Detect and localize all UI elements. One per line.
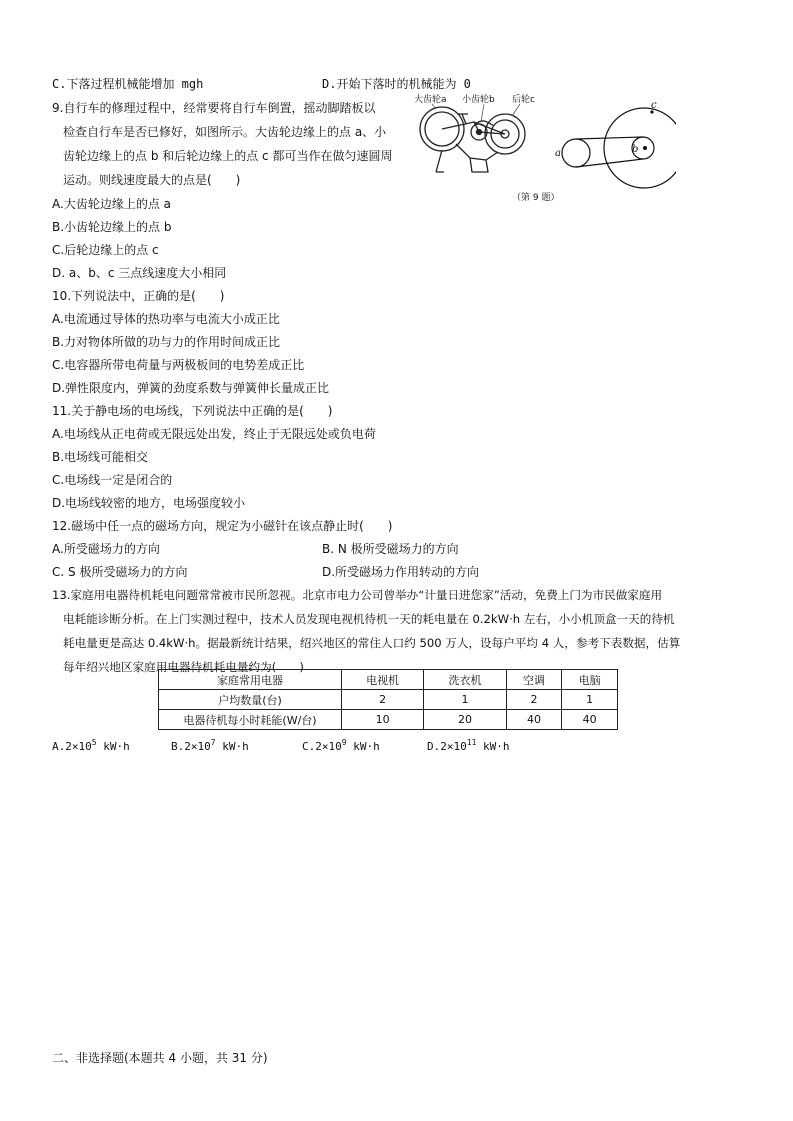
q9-option-b: B.小齿轮边缘上的点 b (52, 220, 172, 234)
q13-option-d-unit: kW·h (476, 740, 510, 753)
q8-option-c: C.下落过程机械能增加 mgh (52, 77, 204, 91)
table-cell: 40 (562, 710, 618, 730)
q13-option-d (427, 739, 510, 755)
point-a-label: a (555, 148, 561, 159)
q10-option-b: B.力对物体所做的功与力的作用时间成正比 (52, 335, 281, 349)
q13-stem-line2: 电耗能诊断分析。在上门实测过程中，技术人员发现电视机待机一天的耗电量在 0.2kW·h 左右，小小机顶盒一天的待机 (63, 612, 675, 626)
rear-wheel-label: 后轮c (512, 95, 535, 105)
table-header-cell: 电脑 (562, 670, 618, 690)
point-b-label: b (632, 144, 639, 155)
point-c-label: c (651, 100, 657, 111)
q13-option-b (171, 739, 249, 755)
gear-center-dot (643, 146, 647, 150)
figure-caption: （第 9 题） (512, 193, 560, 203)
q12-option-a: A.所受磁场力的方向 (52, 542, 160, 556)
q13-option-d-exponent: 11 (466, 738, 477, 747)
table-header-row (159, 670, 618, 690)
q9-option-a: A.大齿轮边缘上的点 a (52, 197, 171, 211)
q12-option-d: D.所受磁场力作用转动的方向 (322, 565, 480, 579)
q9-option-c: C.后轮边缘上的点 c (52, 243, 159, 257)
q13-option-c-exponent: 9 (341, 738, 347, 747)
q8-option-d: D.开始下落时的机械能为 0 (322, 77, 471, 91)
table-cell: 1 (562, 690, 618, 710)
q9-stem-line1: 9.自行车的修理过程中，经常要将自行车倒置，摇动脚踏板以 (52, 101, 376, 115)
bicycle-illustration (420, 107, 525, 172)
q13-option-b-unit: kW·h (215, 740, 249, 753)
q11-option-c: C.电场线一定是闭合的 (52, 473, 173, 487)
q11-stem: 11.关于静电场的电场线，下列说法中正确的是( ) (52, 404, 333, 418)
table-cell: 40 (506, 710, 562, 730)
table-cell: 2 (342, 690, 424, 710)
table-cell: 2 (506, 690, 562, 710)
gear-schematic (562, 108, 676, 188)
q13-option-a-exponent: 5 (91, 738, 97, 747)
q9-stem-line4: 运动。则线速度最大的点是( ) (63, 173, 241, 187)
q13-option-b-exponent: 7 (210, 738, 216, 747)
appliance-data-table (158, 669, 618, 730)
q9-stem-line3: 齿轮边缘上的点 b 和后轮边缘上的点 c 都可当作在做匀速圆周 (63, 149, 393, 163)
q10-stem: 10.下列说法中，正确的是( ) (52, 289, 225, 303)
q13-option-d-prefix: D.2×10 (427, 740, 467, 753)
q11-option-a: A.电场线从正电荷或无限远处出发，终止于无限远处或负电荷 (52, 427, 376, 441)
q9-stem-line2: 检查自行车是否已修好，如图所示。大齿轮边缘上的点 a、小 (63, 125, 387, 139)
table-cell: 10 (342, 710, 424, 730)
q13-option-c (302, 739, 380, 755)
table-cell: 户均数量(台) (159, 690, 342, 710)
q9-option-d: D. a、b、c 三点线速度大小相同 (52, 266, 227, 280)
q11-option-d: D.电场线较密的地方，电场强度较小 (52, 496, 246, 510)
q13-stem-line3: 耗电量更是高达 0.4kW·h。据最新统计结果，绍兴地区的常住人口约 500 万人，设每户平均 4 人，参考下表数据，估算 (63, 636, 681, 650)
table-header-cell: 空调 (506, 670, 562, 690)
table-row (159, 710, 618, 730)
q10-option-c: C.电容器所带电荷量与两极板间的电势差成正比 (52, 358, 305, 372)
q12-option-c: C. S 极所受磁场力的方向 (52, 565, 188, 579)
small-gear-label: 小齿轮b (462, 95, 495, 105)
table-header-cell: 洗衣机 (424, 670, 506, 690)
table-row (159, 690, 618, 710)
q10-option-a: A.电流通过导体的热功率与电流大小成正比 (52, 312, 280, 326)
q13-option-c-unit: kW·h (346, 740, 380, 753)
q13-stem-line4: 每年绍兴地区家庭用电器待机耗电量约为( ) (63, 660, 304, 674)
q13-option-a (52, 739, 130, 755)
section-2-heading: 二、非选择题(本题共 4 小题，共 31 分) (52, 1051, 268, 1065)
q13-stem-line1: 13.家庭用电器待机耗电问题常常被市民所忽视。北京市电力公司曾举办“计量日进您家”活动，免费上门为市民做家庭用 (52, 588, 663, 602)
table-header-cell: 家庭常用电器 (159, 670, 342, 690)
table-cell: 电器待机每小时耗能(W/台) (159, 710, 342, 730)
q11-option-b: B.电场线可能相交 (52, 450, 149, 464)
table-header-cell: 电视机 (342, 670, 424, 690)
bicycle-gear-figure (412, 92, 676, 204)
table-cell: 1 (424, 690, 506, 710)
q12-option-b: B. N 极所受磁场力的方向 (322, 542, 459, 556)
q13-option-a-prefix: A.2×10 (52, 740, 92, 753)
q13-option-c-prefix: C.2×10 (302, 740, 342, 753)
q12-stem: 12.磁场中任一点的磁场方向，规定为小磁针在该点静止时( ) (52, 519, 393, 533)
big-gear-label: 大齿轮a (414, 95, 447, 105)
table-cell: 20 (424, 710, 506, 730)
q10-option-d: D.弹性限度内，弹簧的劲度系数与弹簧伸长量成正比 (52, 381, 330, 395)
q13-option-b-prefix: B.2×10 (171, 740, 211, 753)
q13-option-a-unit: kW·h (96, 740, 130, 753)
